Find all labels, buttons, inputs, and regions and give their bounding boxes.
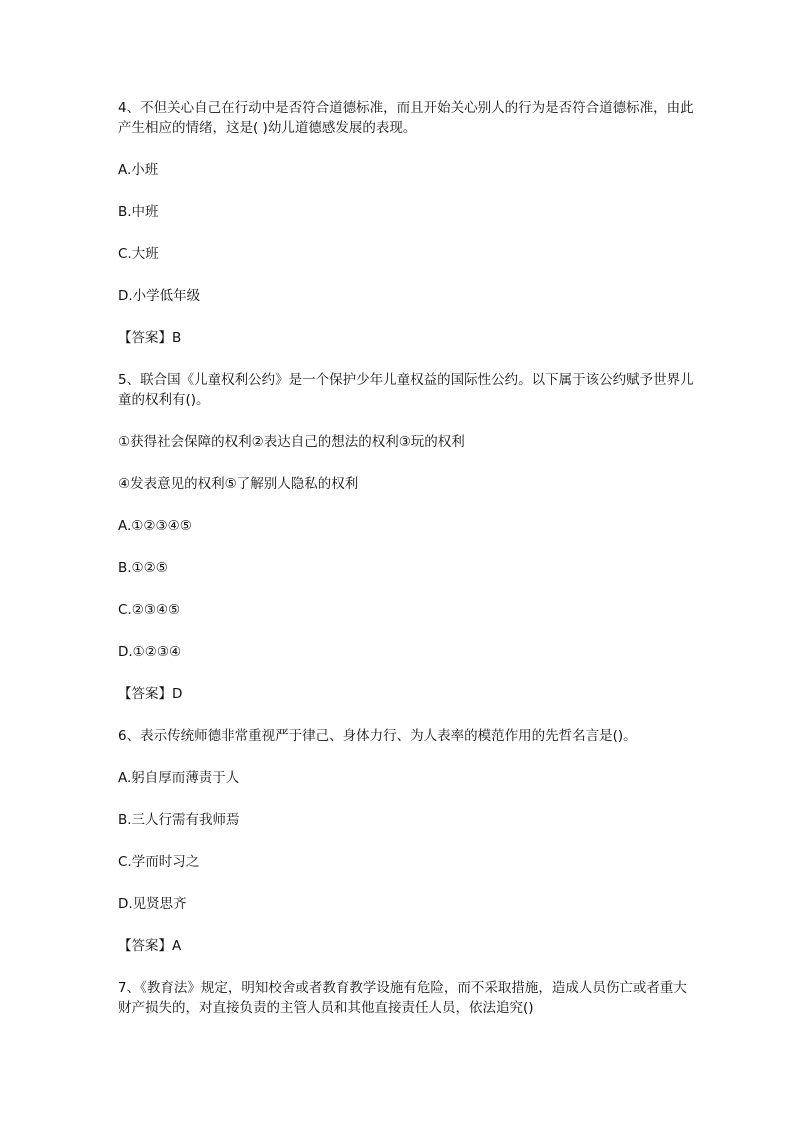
question-5-statement-1: ①获得社会保障的权利②表达自己的想法的权利③玩的权利 (118, 434, 465, 450)
question-4-answer: 【答案】B (118, 330, 182, 346)
question-6-option-c: C.学而时习之 (118, 854, 200, 870)
question-6-option-a: A.躬自厚而薄责于人 (118, 770, 240, 786)
question-4-option-c: C.大班 (118, 246, 159, 262)
question-5-statement-2: ④发表意见的权利⑤了解别人隐私的权利 (118, 476, 359, 492)
question-4-option-d: D.小学低年级 (118, 288, 201, 304)
question-6-option-b: B.三人行需有我师焉 (118, 812, 240, 828)
question-5-option-a: A.①②③④⑤ (118, 518, 192, 534)
question-6-answer: 【答案】A (118, 938, 182, 954)
question-5-answer: 【答案】D (118, 686, 183, 702)
question-5-option-d: D.①②③④ (118, 644, 182, 660)
question-5-option-b: B.①②⑤ (118, 560, 168, 576)
question-4-stem: 4、不但关心自己在行动中是否符合道德标准，而且开始关心别人的行为是否符合道德标准，由此产生相应的情绪，这是( )幼儿道德感发展的表现。 (118, 100, 694, 136)
question-4-option-a: A.小班 (118, 162, 159, 178)
question-6-stem: 6、表示传统师德非常重视严于律己、身体力行、为人表率的模范作用的先哲名言是()。 (118, 728, 637, 744)
question-5-option-c: C.②③④⑤ (118, 602, 181, 618)
question-7-stem: 7、《教育法》规定，明知校舍或者教育教学设施有危险，而不采取措施，造成人员伤亡或者重大财产损失的，对直接负责的主管人员和其他直接责任人员，依法追究() (118, 980, 687, 1016)
question-4-option-b: B.中班 (118, 204, 159, 220)
question-6-option-d: D.见贤思齐 (118, 896, 187, 912)
question-5-stem: 5、联合国《儿童权利公约》是一个保护少年儿童权益的国际性公约。以下属于该公约赋予世界儿童的权利有()。 (118, 372, 694, 408)
document-page (118, 98, 698, 1040)
